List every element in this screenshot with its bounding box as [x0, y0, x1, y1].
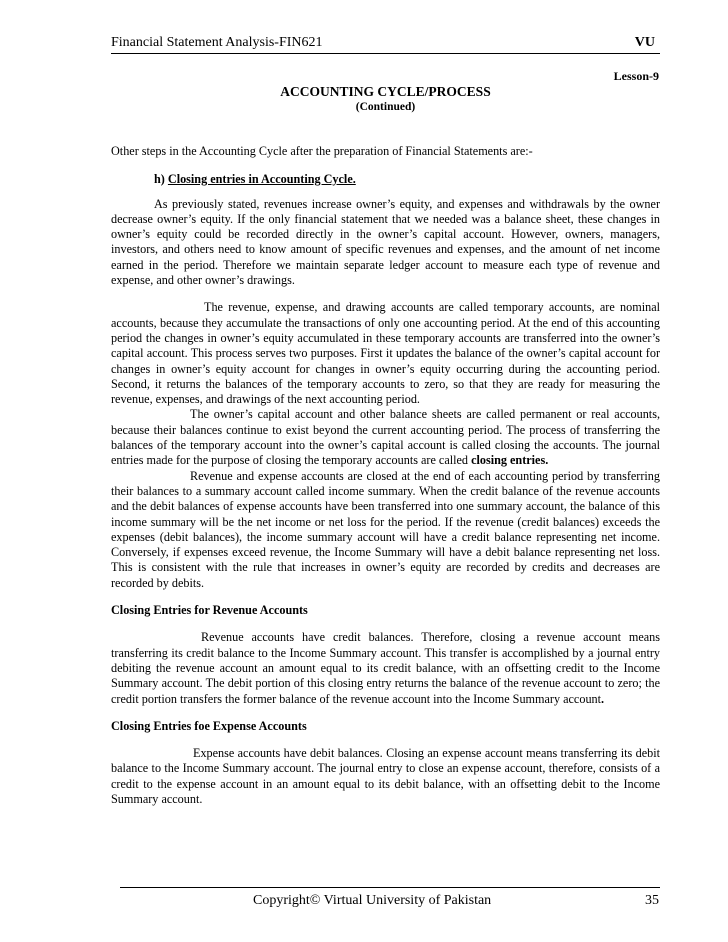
header-divider [111, 53, 660, 54]
paragraph-revenue-closing-period: . [601, 691, 605, 706]
subheading-text: Closing entries in Accounting Cycle. [167, 172, 356, 187]
lesson-label: Lesson-9 [613, 69, 659, 83]
paragraph-revenues-expenses: As previously stated, revenues increase owner’s equity, and expenses and withdrawals by the owner decrease owner’s equity. If the only financial statement that we needed was a balance sheet, these changes in owner’s equity could be recorded directly in the owner’s capital account. However, owners, managers, investors, and others need to know amount of specific revenues and expenses, and the amount of net income earned in the period. Therefore we maintain separate ledger account to measure each type of revenue and expense, and other owner’s drawings. [111, 196, 660, 288]
paragraph-revenue-closing-text: Revenue accounts have credit balances. Therefore, closing a revenue account means transferring its credit balance to the Income Summary account. This transfer is accomplished by a journal entry debiting the revenue account an amount equal to its credit balance, with an offsetting credit to the Income Summary account. The debit portion of this closing entry returns the balance of the revenue account to zero; the credit portion transfers the former balance of the revenue account into the Income Summary account [111, 630, 660, 706]
course-title: Financial Statement Analysis-FIN621 [111, 35, 323, 50]
page-body [111, 144, 660, 807]
page-header [111, 34, 658, 51]
page-title: ACCOUNTING CYCLE/PROCESS [280, 84, 491, 99]
paragraph-permanent-accounts [111, 407, 660, 468]
paragraph-revenue-closing [111, 630, 660, 706]
paragraph-temporary-accounts: The revenue, expense, and drawing accounts are called temporary accounts, are nominal accounts, because they accumulate the transactions of only one accounting period. At the end of this accounting period the changes in owner’s equity accumulated in these temporary accounts are transferred into the owner’s capital account. This process serves two purposes. First it updates the balance of the owner’s capital account for changes in owner’s equity account for changes in owner’s equity occurring during the accounting period. Second, it returns the balances of the temporary accounts to zero, so that they are ready for measuring the revenue, expenses, and drawings of the next accounting period. [111, 300, 660, 407]
university-abbr: VU [634, 35, 655, 50]
closing-entries-term: closing entries. [471, 453, 549, 468]
paragraph-expense-closing: Expense accounts have debit balances. Closing an expense account means transferring its debit balance to the Income Summary account. The journal entry to close an expense account, therefore, consists of a credit to the expense account in an amount equal to its debit balance, with an offsetting debit to the Income Summary account. [111, 746, 660, 806]
paragraph-permanent-accounts-text: The owner’s capital account and other balance sheets are called permanent or real accounts, because their balances continue to exist beyond the current accounting period. The process of transferring the balances of the temporary account into the owner’s capital account is called closing the accounts. The journal entries made for the purpose of closing the temporary accounts are called [111, 407, 660, 468]
subheading-closing-entries [111, 172, 660, 187]
footer-divider [120, 887, 660, 888]
page-subtitle: (Continued) [355, 101, 416, 113]
footer-copyright: Copyright© Virtual University of Pakistan [253, 893, 492, 908]
intro-paragraph: Other steps in the Accounting Cycle after the preparation of Financial Statements are:- [111, 144, 533, 158]
subheading-letter: h) [154, 172, 168, 187]
page-number: 35 [645, 893, 659, 908]
section-heading-expense: Closing Entries foe Expense Accounts [111, 718, 307, 733]
paragraph-income-summary: Revenue and expense accounts are closed at the end of each accounting period by transferring their balances to a summary account called income summary. When the credit balance of the revenue accounts and the debit balances of expense accounts have been transferred into one summary account, the balance of this income summary will be the net income or net loss for the period. If the revenue (credit balances) exceeds the expenses (debit balances), the income summary account will have a credit balance representing net income. Conversely, if expenses exceed revenue, the Income Summary will have a debit balance representing net loss. This is consistent with the rule that increases in owner’s equity are recorded by credits and decreases are recorded by debits. [111, 468, 660, 590]
section-heading-revenue: Closing Entries for Revenue Accounts [111, 603, 308, 618]
